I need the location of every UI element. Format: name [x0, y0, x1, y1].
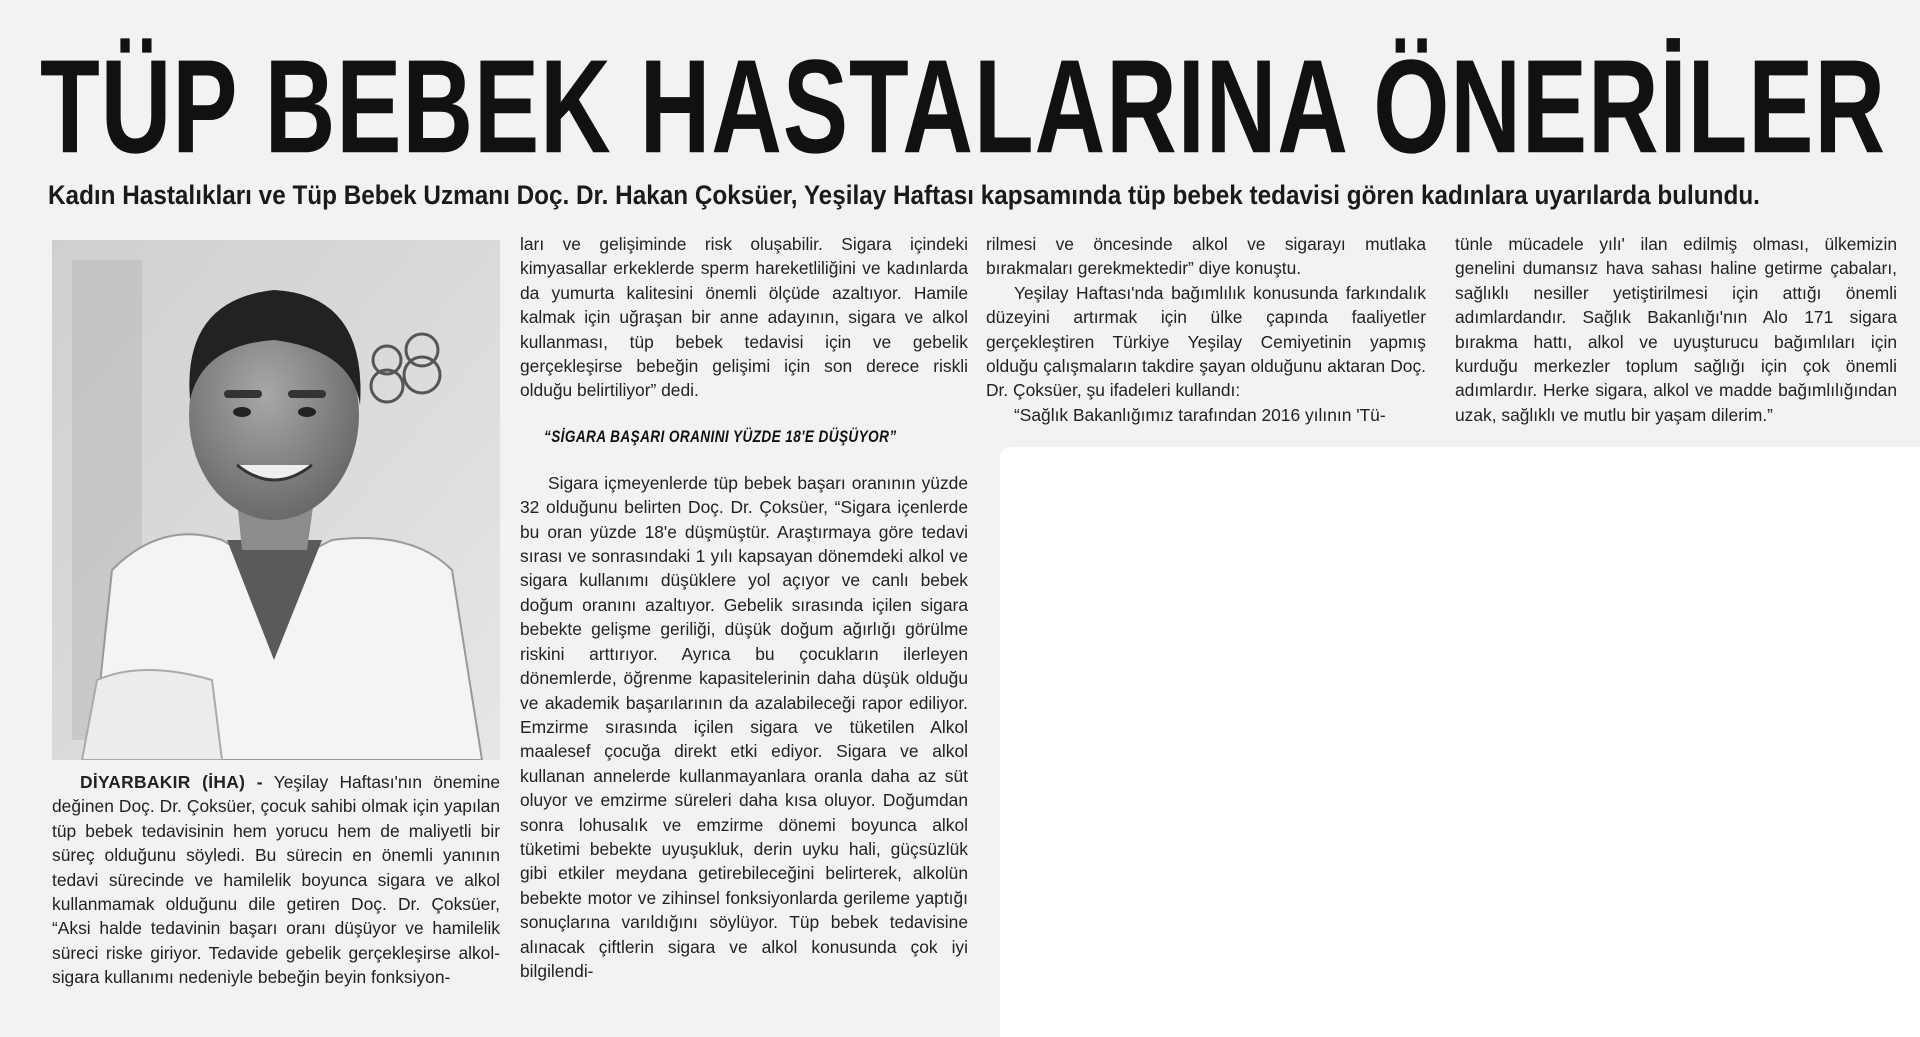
headline: TÜP BEBEK HASTALARINA ÖNERİLER [40, 32, 1886, 182]
doctor-portrait-photo [52, 240, 500, 760]
column-3-paragraph-1: rilmesi ve öncesinde alkol ve sigarayı mutlaka bırakmaları gerekmektedir” diye konuştu. [986, 234, 1426, 279]
article-column-3 [986, 232, 1426, 427]
column-2-paragraph-2: Sigara içmeyenlerde tüp bebek başarı oranının yüzde 32 olduğunu belirten Doç. Dr. Çoksüer, “Sigara içenlerde bu oran yüzde 18'e düşmüştür. Araştırmaya göre tedavi sırası ve sonrasındaki 1 yılı kapsayan dönemdeki alkol ve sigara kullanımı düşüklere yol açıyor ve canlı bebek doğum oranını azaltıyor. Gebelik sırasında içilen sigara bebekte gelişme geriliği, düşük doğum ağırlığı görülme riskini arttırıyor. Ayrıca bu çocukların ilerleyen dönemlerde, öğrenme kapasitelerinin daha düşük olduğu ve akademik başarılarının da azalabileceği rapor ediliyor. Emzirme sırasında içilen sigara ve tüketilen Alkol maalesef çocuğa direkt etki ediyor. Sigara ve alkol kullanan annelerde kullanmayanlara oranla daha az süt oluyor ve emzirme süreleri daha kısa oluyor. Doğumdan sonra lohusalık ve emzirme dönemi boyunca alkol tüketimi bebekte uyuşukluk, derin uyku hali, güçsüzlük gibi etkiler meydana getirebileceğini belirterek, alkolün bebekte motor ve zihinsel fonksiyonlarda gerileme yaptığı sonuçlarına varıldığını söylüyor. Tüp bebek tedavisine alınacak çiftlerin sigara ve alkol konusunda çok iyi bilgilendi- [520, 472, 968, 981]
column-3-paragraph-3: “Sağlık Bakanlığımız tarafından 2016 yılının 'Tü- [1014, 404, 1386, 425]
deck: Kadın Hastalıkları ve Tüp Bebek Uzmanı Doç. Dr. Hakan Çoksüer, Yeşilay Haftası kapsamında tüp bebek tedavisi gören kadınlara uyarılarda bulundu. [48, 180, 1760, 210]
article-column-1 [52, 770, 500, 990]
column-4-paragraph-1: tünle mücadele yılı' ilan edilmiş olması, ülkemizin genelini dumansız hava sahası haline getirme çabaları, sağlıklı nesiller yetiştirilmesi için attığı önemli adımlardandır. Sağlık Bakanlığı'nın Alo 171 sigara bırakma hattı, alkol ve uyuşturucu bağımlıları için kurduğu merkezler toplum sağlığı için çok önemli adımlardır. Herke sigara, alkol ve madde bağımlılığından uzak, sağlıklı ve mutlu bir yaşam dilerim.” [1455, 234, 1897, 425]
subheading: “SİGARA BAŞARI ORANINI YÜZDE 18'E DÜŞÜYOR” [544, 426, 897, 446]
column-3-paragraph-2: Yeşilay Haftası'nda bağımlılık konusunda farkındalık düzeyini artırmak için ülke çapında faaliyetler gerçekleştiren Türkiye Yeşilay Cemiyetinin yapmış olduğu çalışmaların takdire şayan olduğunu aktaran Doç. Dr. Çoksüer, şu ifadeleri kullandı: [986, 282, 1426, 401]
column-1-text: Yeşilay Haftası'nın önemine değinen Doç. Dr. Çoksüer, çocuk sahibi olmak için yapılan tüp bebek tedavisinin hem yorucu hem de maliyetli bir süreç olduğunu söyledi. Bu sürecin en önemli yanının tedavi sürecinde ve hamilelik boyunca sigara ve alkol kullanmamak olduğunu dile getiren Doç. Dr. Çoksüer, “Aksi halde tedavinin başarı oranı düşüyor ve hamilelik süreci riske giriyor. Tedavide gebelik gerçekleşirse alkol-sigara kullanımı nedeniyle bebeğin beyin fonksiyon- [52, 772, 500, 988]
blank-area [1000, 447, 1920, 1037]
article-column-4 [1455, 232, 1897, 427]
article-column-2 [520, 232, 968, 983]
column-2-paragraph-1: ları ve gelişiminde risk oluşabilir. Sigara içindeki kimyasallar erkeklerde sperm hareketliliğini ve kadınlarda da yumurta kalitesini önemli ölçüde azaltıyor. Hamile kalmak için uğraşan bir anne adayının, sigara ve alkol kullanması, tüp bebek tedavisi için ve gebelik gerçekleşirse bebeğin gelişimi için son derece riskli olduğu belirtiliyor” dedi. [520, 234, 968, 401]
byline: DİYARBAKIR (İHA) - [80, 772, 263, 792]
